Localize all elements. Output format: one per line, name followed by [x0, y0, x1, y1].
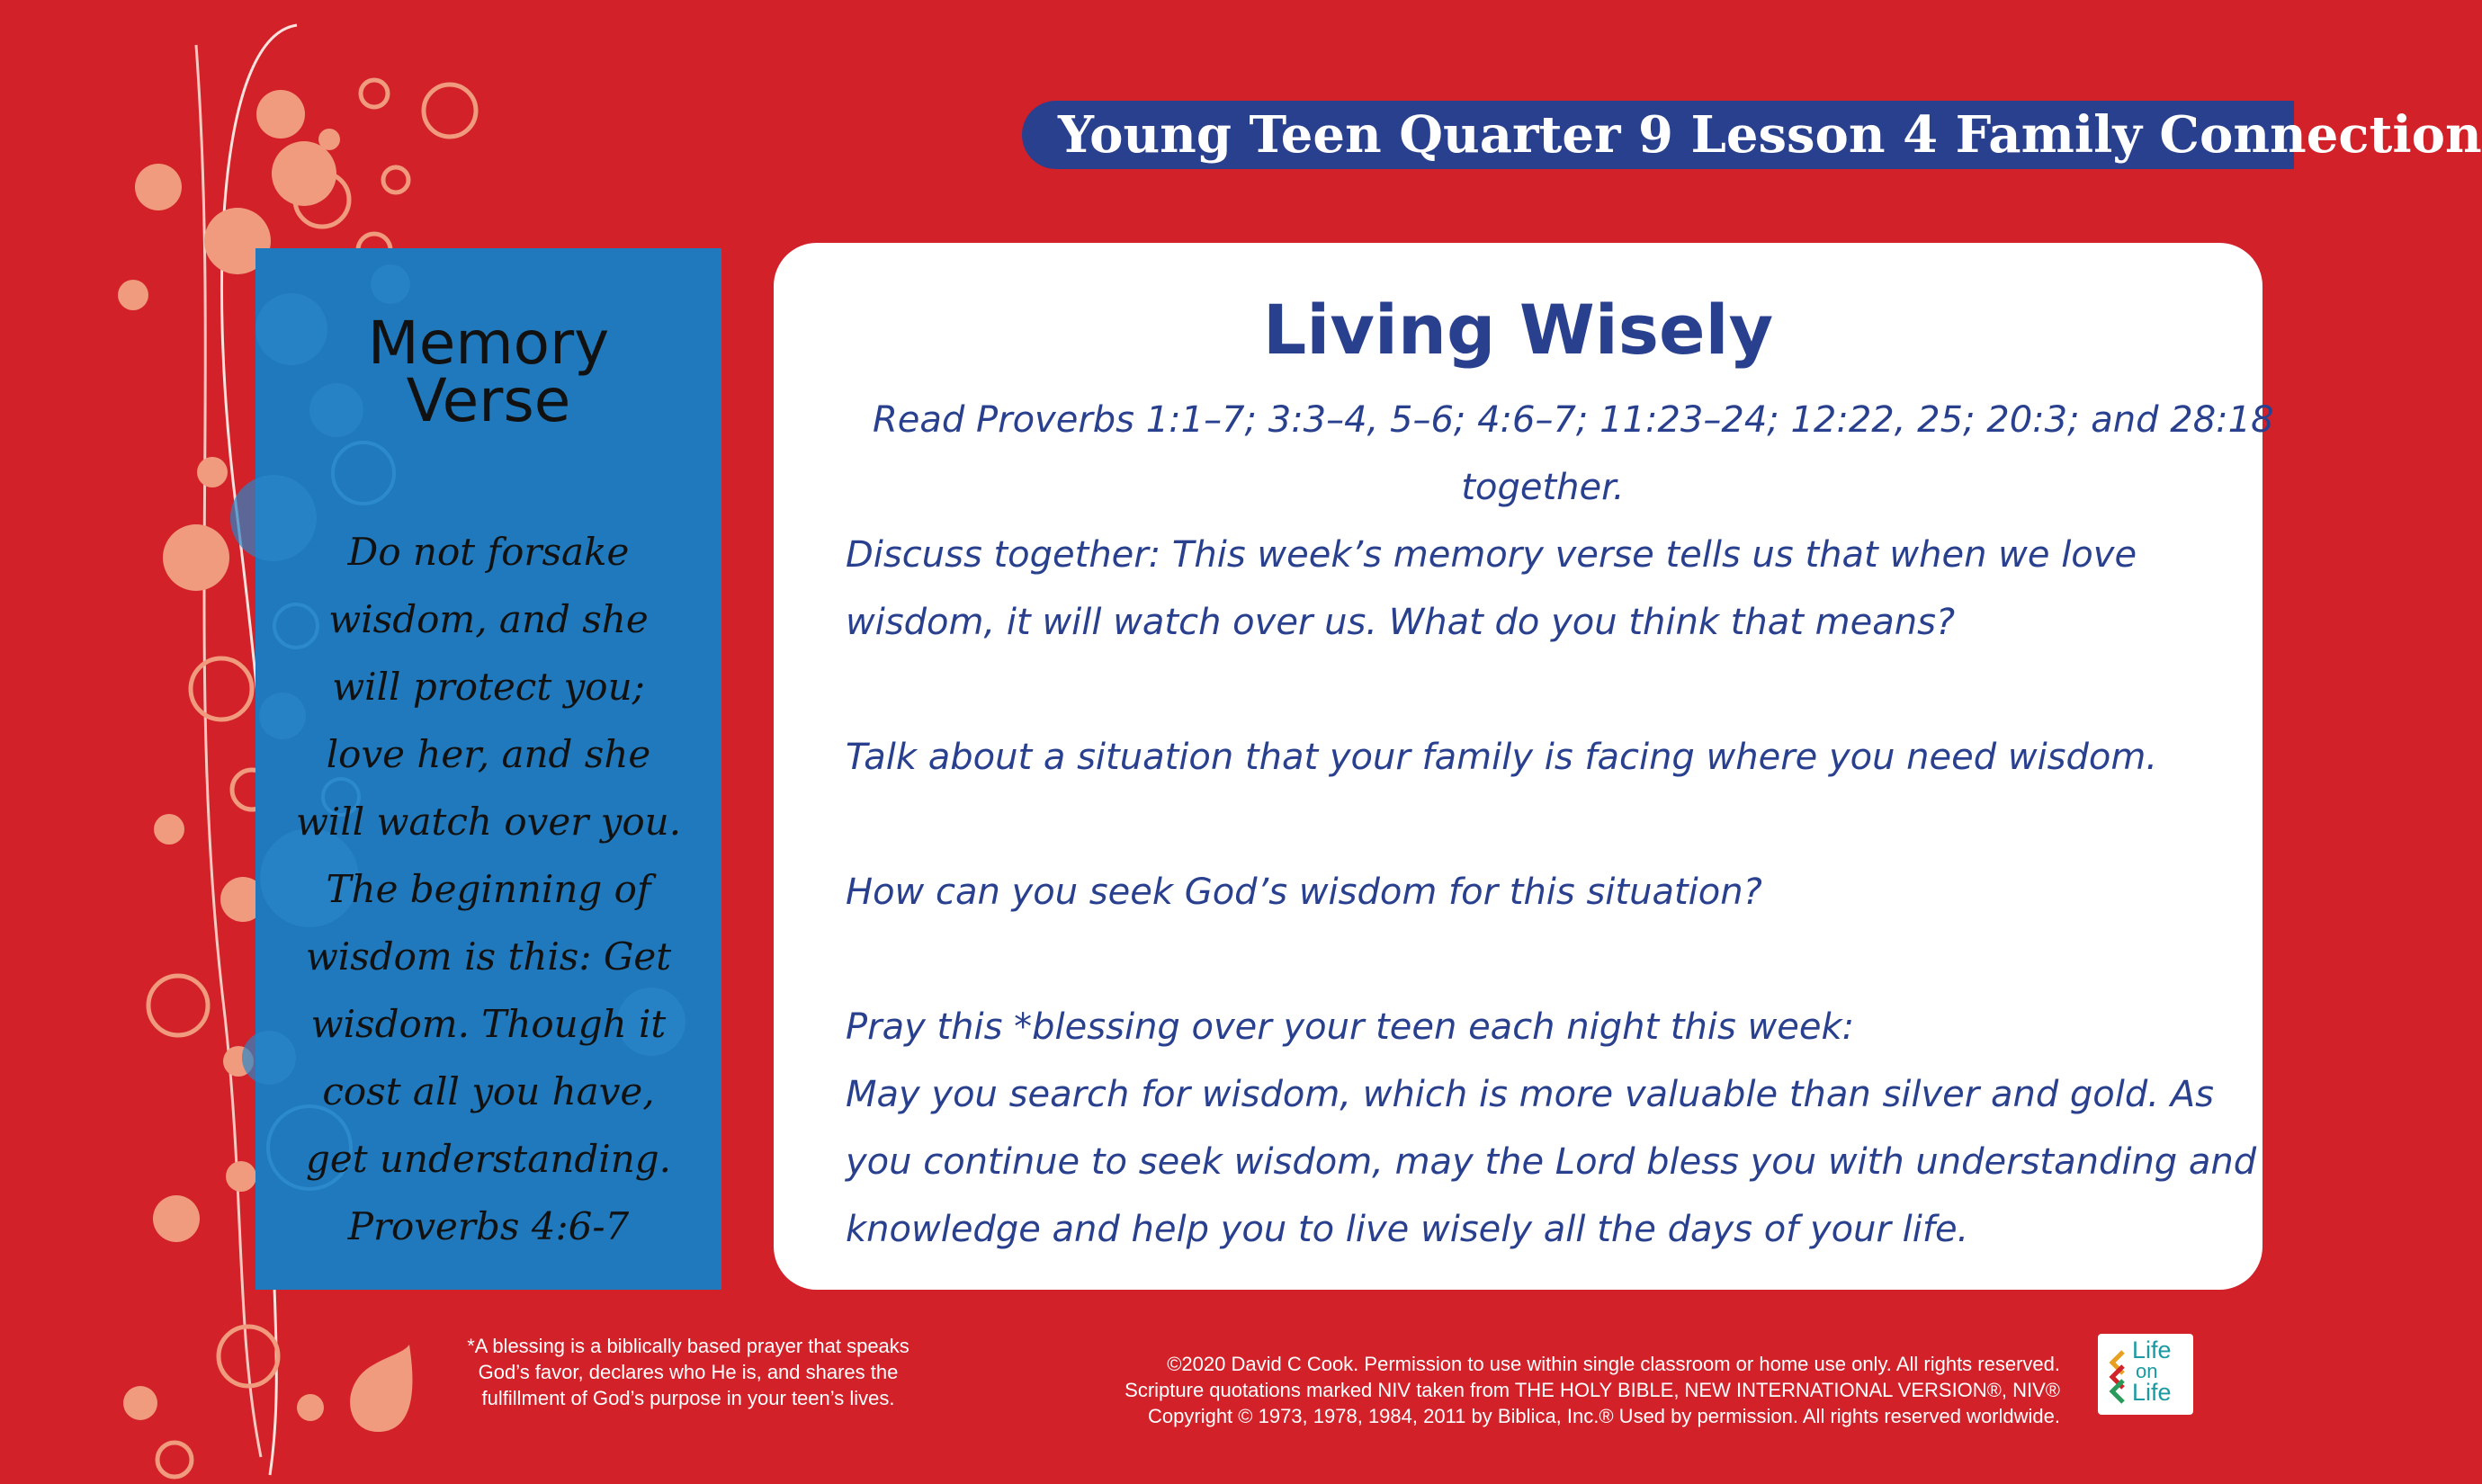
- read-instruction-line: together.: [1461, 467, 1625, 508]
- verse-reference: Proverbs 4:6-7: [347, 1204, 630, 1248]
- logo-word: Life: [2132, 1379, 2172, 1406]
- discuss-prompt-line: wisdom, it will watch over us. What do you think that means?: [846, 602, 1956, 643]
- lesson-instructions: [846, 387, 2274, 1264]
- life-on-life-logo: [2098, 1334, 2193, 1415]
- copyright-line: ©2020 David C Cook. Permission to use within single classroom or home use only. All rights reserved.: [1167, 1353, 2060, 1375]
- lesson-content-card: [774, 243, 2274, 1290]
- verse-line: will watch over you.: [295, 800, 682, 844]
- verse-line: The beginning of: [326, 867, 651, 911]
- verse-line: will protect you;: [332, 665, 645, 709]
- footnote-line: fulfillment of God’s purpose in your teen’s lives.: [481, 1387, 895, 1409]
- verse-line: wisdom is this: Get: [305, 934, 672, 979]
- seek-prompt: How can you seek God’s wisdom for this situation?: [846, 872, 1762, 913]
- lesson-title-text: Young Teen Quarter 9 Lesson 4 Family Connection: [1058, 105, 2482, 165]
- blessing-line: May you search for wisdom, which is more valuable than silver and gold. As: [846, 1074, 2214, 1115]
- copyright-line: Copyright © 1973, 1978, 1984, 2011 by Biblica, Inc.® Used by permission. All rights reserved worldwide.: [1148, 1405, 2060, 1427]
- blessing-footnote: [450, 1333, 927, 1411]
- verse-line: cost all you have,: [322, 1069, 655, 1113]
- verse-line: Do not forsake: [347, 530, 630, 574]
- memory-heading-line: Memory: [367, 308, 610, 378]
- blessing-line: you continue to seek wisdom, may the Lord bless you with understanding and: [846, 1141, 2257, 1183]
- memory-verse-panel: [255, 248, 721, 1290]
- logo-stripes-icon: [2107, 1350, 2128, 1404]
- footnote-line: God’s favor, declares who He is, and shares the: [478, 1361, 899, 1383]
- footnote-line: *A blessing is a biblically based prayer that speaks: [467, 1335, 909, 1357]
- logo-word: on: [2136, 1360, 2158, 1382]
- memory-verse-text: [255, 518, 721, 1260]
- lesson-heading: Living Wisely: [1262, 290, 1774, 370]
- logo-wordmark: [2132, 1336, 2190, 1406]
- copyright-line: Scripture quotations marked NIV taken from THE HOLY BIBLE, NEW INTERNATIONAL VERSION®, NIV®: [1125, 1379, 2060, 1401]
- verse-line: wisdom. Though it: [310, 1002, 667, 1046]
- discuss-prompt-line: Discuss together: This week’s memory verse tells us that when we love: [846, 534, 2137, 576]
- memory-heading-line: Verse: [406, 366, 571, 435]
- lesson-title-banner: [1022, 101, 2482, 169]
- talk-prompt: Talk about a situation that your family is facing where you need wisdom.: [846, 737, 2158, 778]
- read-instruction-line: Read Proverbs 1:1–7; 3:3–4, 5–6; 4:6–7; 11:23–24; 12:22, 25; 20:3; and 28:18: [873, 399, 2274, 441]
- memory-verse-heading: [255, 308, 721, 435]
- logo-word: Life: [2132, 1336, 2172, 1363]
- pray-instruction: Pray this *blessing over your teen each night this week:: [846, 1006, 1855, 1048]
- verse-line: love her, and she: [326, 732, 651, 776]
- blessing-line: knowledge and help you to live wisely all the days of your life.: [846, 1209, 1969, 1250]
- copyright-notice: [954, 1351, 2060, 1429]
- verse-line: get understanding.: [305, 1137, 671, 1181]
- verse-line: wisdom, and she: [328, 597, 649, 641]
